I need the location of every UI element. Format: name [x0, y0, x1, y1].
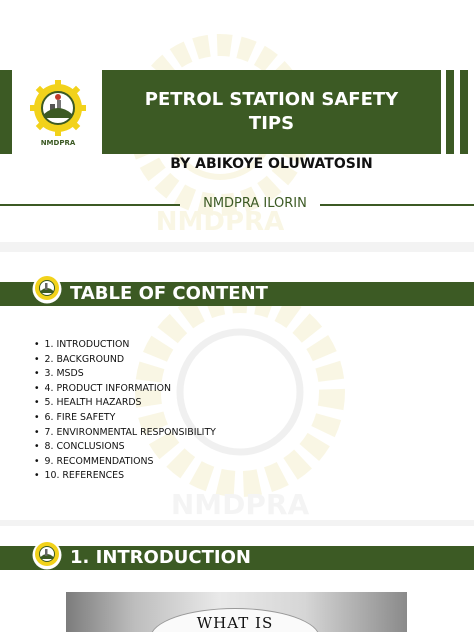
section-title: 1. INTRODUCTION	[70, 547, 251, 568]
contents-list	[34, 338, 216, 484]
list-item: • 8. CONCLUSIONS	[34, 440, 216, 455]
introduction-slide	[0, 526, 474, 632]
photo-caption-text: WHAT IS	[196, 614, 274, 632]
organization-name: NMDPRA ILORIN	[203, 196, 307, 211]
author-name: BY ABIKOYE OLUWATOSIN	[170, 156, 373, 172]
divider-line	[0, 204, 180, 206]
right-accent-bar	[460, 70, 468, 154]
svg-text:NMDPRA: NMDPRA	[40, 139, 76, 147]
nmdpra-logo	[32, 540, 62, 574]
list-item: • 10. REFERENCES	[34, 469, 216, 484]
list-item: • 1. INTRODUCTION	[34, 338, 216, 353]
divider-line	[320, 204, 474, 206]
list-item: • 4. PRODUCT INFORMATION	[34, 382, 216, 397]
svg-text:NMDPRA: NMDPRA	[170, 488, 310, 521]
nmdpra-logo	[28, 80, 88, 148]
list-item: • 2. BACKGROUND	[34, 353, 216, 368]
list-item: • 7. ENVIRONMENTAL RESPONSIBILITY	[34, 426, 216, 441]
list-item: • 5. HEALTH HAZARDS	[34, 396, 216, 411]
left-accent-bar	[0, 70, 12, 154]
section-title: TABLE OF CONTENT	[70, 283, 268, 304]
title-slide	[0, 0, 474, 242]
table-of-content-slide	[0, 252, 474, 520]
list-item: • 9. RECOMMENDATIONS	[34, 455, 216, 470]
list-item: • 3. MSDS	[34, 367, 216, 382]
presentation-title: PETROL STATION SAFETY TIPS	[144, 89, 399, 134]
nmdpra-logo	[32, 274, 62, 308]
title-banner	[102, 70, 441, 154]
list-item: • 6. FIRE SAFETY	[34, 411, 216, 426]
svg-text:NMDPRA: NMDPRA	[155, 207, 285, 237]
right-accent-bar	[446, 70, 454, 154]
